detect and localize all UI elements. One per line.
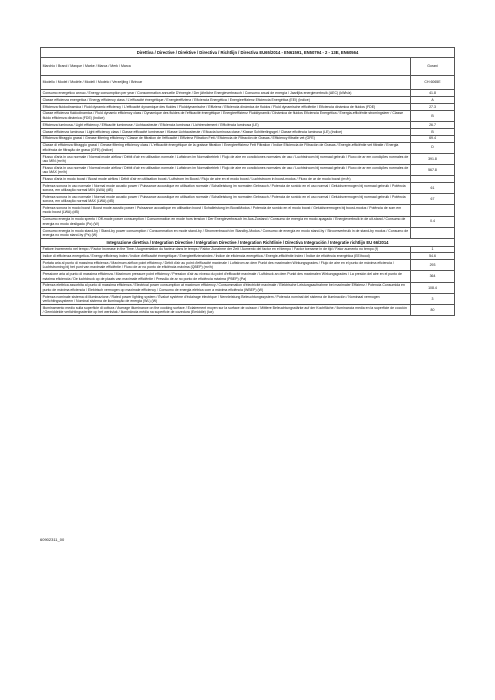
energy-label-sheet (40, 47, 455, 316)
model-value: CH 6065E (411, 76, 455, 90)
table-row (41, 164, 455, 175)
row-value (411, 205, 455, 216)
row-value (411, 227, 455, 238)
table-row (41, 227, 455, 238)
row-label: Classe di efficienza filtraggio grassi / Grease filtering efficiency class / L'efficacité énergétique de la graisse filtration / Energieeffizienz Fett Filtration / Índice Eficiencia de Filtración de Grasas / Energie-efficiëntie vet filtratie / Energia eficiência de filtração de grasa (GFE) (Indice) (41, 142, 411, 153)
row-value: 391.8 (411, 153, 455, 164)
row-label: Fattore Incremento nel tempo / Factor Increase in the Time / Augmentation du facteur dans le temps / Faktor Zunahme der Zeit / Aumento del factor en el tiempo / Factor toename in de tijd / Fator aumento no tempo (f) (41, 246, 411, 253)
table-row (41, 128, 455, 135)
footer-code: 60902311_00 (40, 537, 65, 542)
table-row (41, 271, 455, 282)
row-label: Flusso d'aria in uso normale / Normal mode airflow / Débit d'air en utilisation normale / Luftstrom im Normalbetrieb / Flujo de aire en condiciones normales de uso / Luchtstroom bij normaal gebruik / Fluxo de ar em condições normales de uso MAX (m³/h) (41, 164, 411, 175)
table-row (41, 293, 455, 304)
table-row (41, 182, 455, 193)
row-value: 108.4 (411, 282, 455, 293)
row-value: 567.8 (411, 164, 455, 175)
row-label: Efficienza fluidodinamica / Fluid dynamic efficiency / L'efficacité dynamique des fluides / Fluiddynamische / Effizienz / Eficiencia dinámica de fluidos / Fluid dynamische efficiëntie / Eficiencia dinámica de fluidos (FDE) (41, 103, 411, 110)
row-label: Indice di efficienza energetica / Energy efficiency index / Indice d'efficacité énergétique / Energieeffizienzindex / Índice de eficiencia energética / Energie-efficiëntie Index / Índice de eficiência energética (EEIhood) (41, 253, 411, 260)
table-row (41, 194, 455, 205)
table-row (41, 103, 455, 110)
row-label: Classe efficienza energetica / Energy efficiency class / L'efficacité énergétique / Energieeffizienz / Eficiencia Energética / Energieeffizienz Eficiencia Energética (EEI) (Indice) (41, 96, 411, 103)
table-row (41, 260, 455, 271)
row-label: Portata aria al punto di massima efficienza / Maximum airflow point efficiency / Débit d'air au point d'efficacité maximale / Luftstrom an dem Punkt des maximalen Wirkungsgrades / Flujo de aire en el punto de máxima eficiencia / Luchtstroming bij het punt van maximale efficiëntie / Fluxo de ar no ponto de eficiência máxima (QBEP) (m³/h) (41, 260, 411, 271)
row-label: Potenza sonora in uso normale / Normal mode acustic power / Puissance acoustique en utilisation normale / Schalleistung im normalen Gebrauch / Potencia de sonido en el uso normal / Geluidsvermogen bij normaal gebruik / Potência sonora, em utilização normal MAX (LWA) (dB) (41, 194, 411, 205)
row-label: Classe efficienza fluidodinamica / Fluid dynamic efficiency class / Dynamique des fluides de l'efficacité énergétique / Energieeffizienz Fluiddynamik / Dinámica de fluidos Eficiencia Energética / Energia-efficiëntie stromingsleer / Classe fluido efficienza dinámica (FDE) (Indice) (41, 110, 411, 121)
spec-table (40, 47, 455, 316)
table-row (41, 153, 455, 164)
row-value: 1 (411, 246, 455, 253)
row-value: 67 (411, 194, 455, 205)
table-row (41, 135, 455, 142)
row-label: Potenza sonora in modo boost / Boost mode acustic power / Puissance acoustique en utilisation boost / Schalleistung im BoostModus / Potencia de sonido en el modo boost / Geluidsvermogen bij boost-modus / Potência de som em modo boost (LWA) (dB) (41, 205, 411, 216)
row-value: 69.4 (411, 135, 455, 142)
section2-title: Integrazione direttiva / Integration Directive / Intégration Directive / Integration Richtlinie / Directiva Integración / Integratie richtlijn EU 66/2014 (41, 238, 455, 246)
row-label: Flusso d'aria in uso normale / Normal mode airflow / Débit d'air en utilisation normale / Luftstrom im Normalbetrieb / Flujo de aire en condiciones normales de uso / Luchtstroom bij normaal gebruik / Fluxo de ar em condições normales de uso MIN (m³/h) (41, 153, 411, 164)
model-row (41, 76, 455, 90)
row-value: 61 (411, 182, 455, 193)
row-label: Efficienza filtraggio grassi / Grease filtering efficiency / Classe de filtration de l'efficacité / Effizienz Filtration Fett / Eficiencia de Filtración de Grasas / Efficiency filtratie vet (GFE) (41, 135, 411, 142)
brand-label: Marchio / Brand / Marque / Marke / Marca / Merk / Marca (41, 58, 411, 76)
row-label: Consumo energia in modo stand-by / Stand-by power consumption / Consommation en mode stand-by / Stromverbrauch im Standby-Modus / Consumo de energía en modo stand-by / Stroomverbruik in de stand-by modus / Consumo de energia no modo stand-by (Ps) (W) (41, 227, 411, 238)
row-label: Consumo energetico annuo / Energy consumption per year / Consommation annuelle D'énergie / Der jährliche Energieverbrauch / Consumo anual de energía / Jaarlijks energieverbruik (AEC) (kWh/a) (41, 90, 411, 97)
row-label: Consumo energia in modo spento / Off-mode power consumption / Consommation en mode hors tension / Der Energieverbrauch im Aus-Zustand / Consumo de energía en modo apagado / Energieverbruik in de uit-stand / Consumo de energia no modo desligado (Po) (W) (41, 216, 411, 227)
row-value: 54.6 (411, 253, 455, 260)
table-row (41, 96, 455, 103)
table-row (41, 90, 455, 97)
table-row (41, 305, 455, 316)
row-value: 3 (411, 293, 455, 304)
model-label: Modello / Model / Modèle / Modell / Modelo / Verzeijling / Brincar (41, 76, 411, 90)
rows-section-a (41, 90, 455, 239)
table-row (41, 205, 455, 216)
row-value: D (411, 142, 455, 153)
row-value: A (411, 96, 455, 103)
table-row (41, 216, 455, 227)
row-label: Potenza elettrica assorbita al punto di massima efficienza / Electrical power consumption at maximum efficiency / Consommation d'électricité maximale / Elektrische Leistungsaufnahme bei maximaler Effizienz / Potencia Consumida en punto de máxima eficiencia / Elektrisch vermogen op maximale efficiency / Consumo de energia elétrica com a máxima eficiência (WBEP) (W) (41, 282, 411, 293)
directive-header: Direttiva / Directive / Direktive / Directiva / Richtlijn / Directiva EU65/2014 - EN61591, EN50794 - 2 - 13E, EN60564 (41, 48, 455, 58)
row-label: Illuminamento medio sulla superficie di cottura / Average illuminance on the cooking surface / Eclairement moyen sur la surface de cuisson / Mittlere Beleuchtungsstärke auf der Kochfläche / Iluminancia media en la superficie de cocción / Gemiddelde verlichtingssterkte op het werkvlak / Iluminância média na superficie de cozedura (Emiddle) (lux) (41, 305, 411, 316)
table-row (41, 176, 455, 183)
row-value: 364 (411, 271, 455, 282)
table-row (41, 282, 455, 293)
table-row (41, 110, 455, 121)
rows-section-b (41, 246, 455, 316)
table-row (41, 246, 455, 253)
row-value: B (411, 128, 455, 135)
table-row (41, 142, 455, 153)
row-value: 293 (411, 260, 455, 271)
row-label: Potenza nominale sistema di illuminazione / Rated power lighting system / Évalué système d'éclairage électrique / Nennleistung Beleuchtungssystem / Potencia nominal del sistema de iluminación / Nominaal vermogen verlichtingssysteem / Nominal sistema de iluminação de energia (WL) (W) (41, 293, 411, 304)
row-value (411, 176, 455, 183)
row-label: Pressione aria al punto di massima efficienza / Maximum pressure point efficiency / Pression d'air au niveau du point d'efficacité maximale / Luftdruck an dem Punkt des maximalen Wirkungsgrades / La presión del aire en el punto de máxima eficiencia / De luchtdruck op de plaats van maximale efficiëntie / Pressão de ar no ponto de eficiência máxima (PBEP) (Pa) (41, 271, 411, 282)
table-row (41, 253, 455, 260)
row-value: 80 (411, 305, 455, 316)
row-value: B (411, 110, 455, 121)
header-row (41, 48, 455, 58)
table-row (41, 121, 455, 128)
row-label: Flusso d'aria in modo boost / Boost mode airflow / Débit d'air en utilisation boost / Luftstrom im Boost / Flujo de aire en el modo boost / Luchtstroom in boost-modus / Fluxo de ar de modo boost (m³/h) (41, 176, 411, 183)
row-value: 27.3 (411, 103, 455, 110)
row-label: Classe efficienza luminosa / Light efficiency class / Classe efficacité lumineuse / Klasse Lichtausbeute / Eficacia luminosa clase / Klasse Schitterlingsgel / Classe eficiência luminosa (LE) (Indice) (41, 128, 411, 135)
row-value: 26.7 (411, 121, 455, 128)
row-label: Potenza sonora in uso normale / Normal mode acustic power / Puissance acoustique en utilisation normale / Schalleistung im normalen Gebrauch / Potencia de sonido en el uso normal / Geluidsvermogen bij normaal gebruik / Potência sonora, em utilização normal MIN (LWA) (dB) (41, 182, 411, 193)
brand-row (41, 58, 455, 76)
row-value: 0.4 (411, 216, 455, 227)
row-label: Efficienza luminosa / Light efficiency / Efficacité lumineuse / Lichtausbeute / Eficiencia luminosa / Lichtrendement / Efficiência luminosa (LE) (41, 121, 411, 128)
row-value: 41.8 (411, 90, 455, 97)
brand-value: Gorani (411, 58, 455, 76)
section2-row (41, 238, 455, 246)
